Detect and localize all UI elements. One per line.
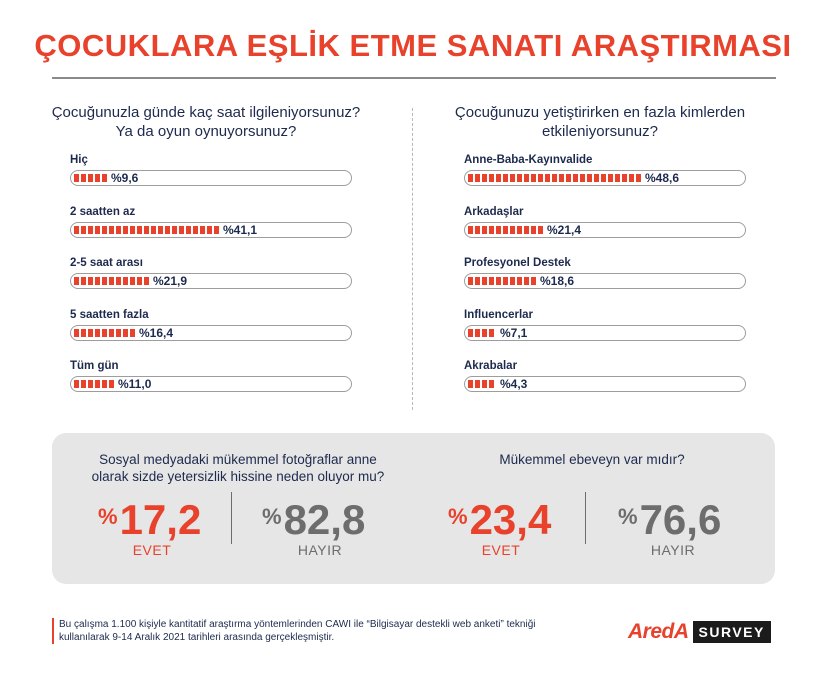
bar (468, 226, 543, 234)
bar-value-label: %9,6 (111, 171, 139, 185)
chart-hours-panel (46, 103, 366, 411)
bar-category-label: 5 saatten fazla (70, 308, 149, 321)
bar (74, 277, 149, 285)
bar-category-label: 2-5 saat arası (70, 257, 143, 269)
page-title: ÇOCUKLARA EŞLİK ETME SANATI ARAŞTIRMASI (34, 28, 792, 63)
bar-category-label: Profesyonel Destek (464, 257, 571, 269)
bar-value-label: %18,6 (540, 274, 575, 288)
column-divider (412, 108, 413, 410)
bar-row (70, 359, 360, 392)
bar-value-label: %16,4 (139, 325, 174, 340)
yes-percent (98, 495, 201, 542)
bar-value-label: %48,6 (645, 171, 680, 185)
percent-symbol: % (98, 504, 118, 529)
bar-category-label: Arkadaşlar (464, 205, 524, 218)
answer-divider (231, 492, 232, 544)
chart-title: Çocuğunuzla günde kaç saat ilgileniyorsunuz? Ya da oyun oynuyorsunuz? (51, 104, 361, 140)
bar-value-label: %7,1 (500, 325, 528, 340)
bar-row (464, 256, 754, 289)
answer-divider (585, 492, 586, 544)
yes-value: 23,4 (469, 496, 552, 543)
chart-title: Çocuğunuzu yetiştirirken en fazla kimlerden etkileniyorsunuz? (454, 104, 746, 140)
bar-row (70, 205, 360, 238)
bar-category-label: Anne-Baba-Kayınvalide (464, 154, 593, 166)
yes-label: EVET (132, 542, 172, 558)
bar-track (464, 325, 746, 341)
bar-track (70, 376, 352, 392)
bar-category-label: Akrabalar (464, 360, 518, 372)
bar-value-label: %21,4 (547, 222, 582, 237)
bar-track (70, 273, 352, 289)
yes-label: EVET (481, 542, 521, 558)
bar-value-label: %4,3 (500, 377, 528, 391)
bar (468, 329, 496, 337)
bar (468, 277, 536, 285)
bar-track (464, 222, 746, 238)
bar-category-label: Hiç (70, 154, 88, 166)
bar-rows (46, 153, 366, 411)
no-value: 82,8 (283, 496, 366, 543)
logo-brand: AredA (628, 620, 689, 643)
bar-track (70, 325, 352, 341)
yes-value: 17,2 (119, 496, 202, 543)
bar-track (464, 376, 746, 392)
bar (74, 329, 135, 337)
bar (468, 380, 496, 388)
no-label: HAYIR (297, 542, 343, 558)
logo-survey: SURVEY (693, 621, 771, 643)
bar-row (70, 153, 360, 186)
bar (74, 226, 219, 234)
bar (74, 174, 107, 182)
summary-question: Mükemmel ebeveyn var mıdır? (499, 452, 685, 467)
bar-category-label: Tüm gün (70, 360, 119, 372)
bar-row (464, 308, 754, 341)
bar-track (464, 170, 746, 186)
bar-category-label: Influencerlar (464, 308, 534, 321)
bar-row (70, 256, 360, 289)
bar-row (464, 205, 754, 238)
bar (74, 380, 114, 388)
bar-category-label: 2 saatten az (70, 205, 136, 218)
percent-symbol: % (262, 504, 282, 529)
title-divider (52, 77, 776, 79)
bar-row (464, 359, 754, 392)
bar-row (70, 308, 360, 341)
bar-track (70, 170, 352, 186)
bar-rows (440, 153, 760, 411)
no-value: 76,6 (639, 496, 722, 543)
no-percent (618, 495, 721, 542)
bar-track (70, 222, 352, 238)
methodology-footnote: Bu çalışma 1.100 kişiyle kantitatif araştırma yöntemlerinden CAWI ile “Bilgisayar destekli web anketi” tekniği kullanılarak 9-14 Aralık 2021 tarihleri arasında gerçekleşmiştir. (52, 618, 579, 644)
bar-value-label: %11,0 (118, 377, 152, 391)
chart-influence-panel (440, 103, 760, 411)
bar-value-label: %41,1 (223, 222, 258, 237)
bar (468, 174, 641, 182)
no-percent (262, 495, 365, 542)
bar-row (464, 153, 754, 186)
yes-percent (448, 495, 551, 542)
no-label: HAYIR (650, 542, 696, 558)
percent-symbol: % (448, 504, 468, 529)
areda-survey-logo (628, 620, 771, 644)
bar-track (464, 273, 746, 289)
summary-question: Sosyal medyadaki mükemmel fotoğraflar anne olarak sizde yetersizlik hissine neden oluyor mu? (91, 452, 385, 484)
bar-value-label: %21,9 (153, 274, 188, 288)
percent-symbol: % (618, 504, 638, 529)
